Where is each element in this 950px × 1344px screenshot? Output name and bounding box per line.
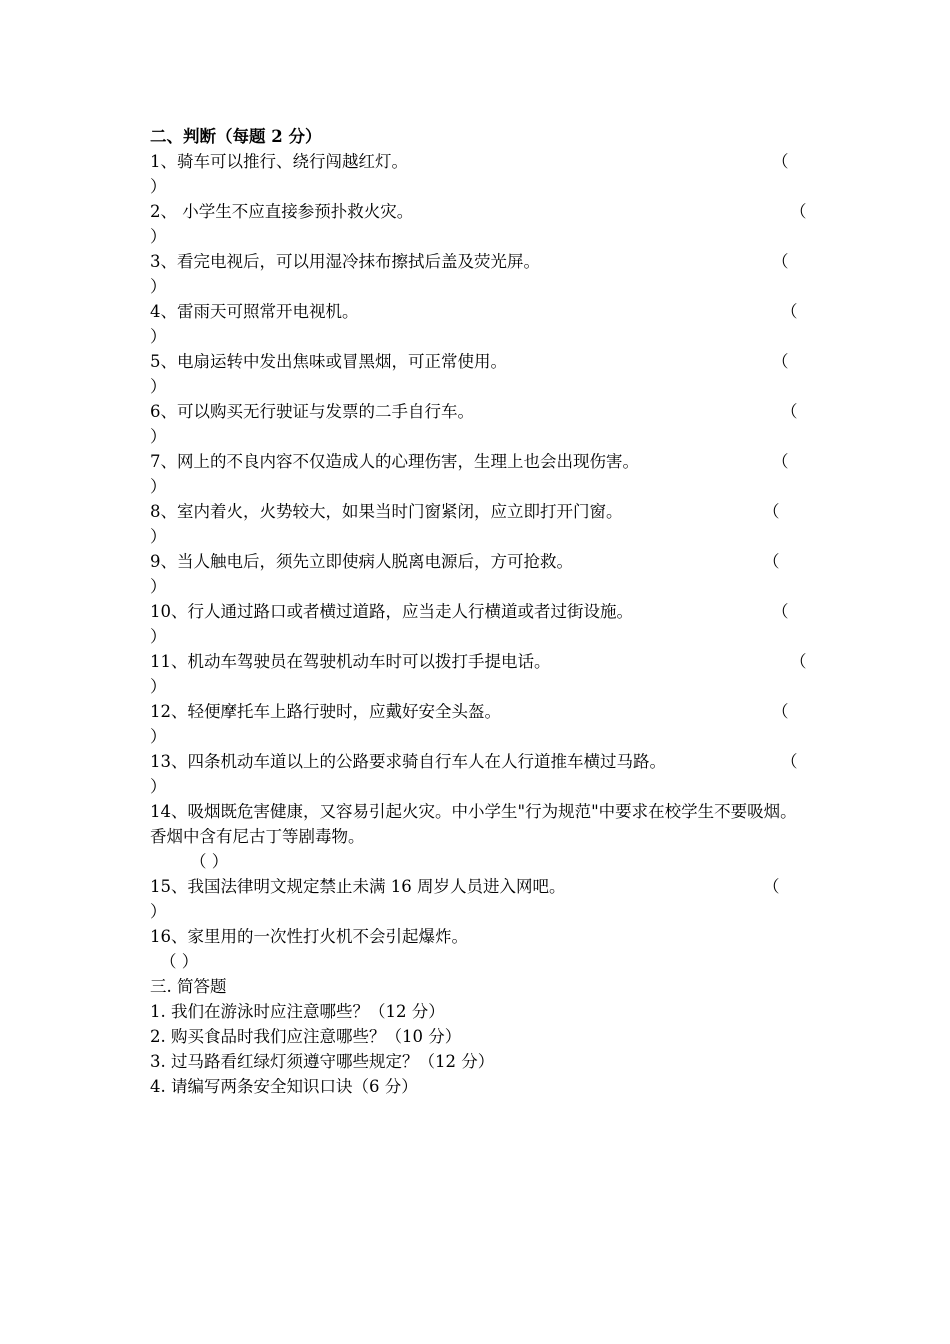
short-answer-q1: 1. 我们在游泳时应注意哪些？（12 分） — [150, 1002, 445, 1021]
answer-blank-close: ） — [150, 327, 167, 346]
answer-blank-close: ） — [150, 427, 167, 446]
answer-blank-open: （ — [763, 502, 780, 521]
answer-blank-close: ） — [150, 377, 167, 396]
section3-heading: 三. 简答题 — [150, 977, 227, 996]
tf-item-text: 6、可以购买无行驶证与发票的二手自行车。 — [150, 402, 474, 421]
tf-item-text: 2、 小学生不应直接参预扑救火灾。 — [150, 202, 414, 221]
tf-item-2 — [150, 199, 805, 224]
answer-blank-close: ） — [150, 527, 167, 546]
tf-item-1 — [150, 149, 805, 174]
tf-item-text: 13、四条机动车道以上的公路要求骑自行车人在人行道推车横过马路。 — [150, 752, 666, 771]
tf-item-text: 12、轻便摩托车上路行驶时，应戴好安全头盔。 — [150, 702, 501, 721]
answer-blank-close: ） — [150, 902, 167, 921]
tf-item-15 — [150, 874, 805, 899]
answer-blank-open: （ — [790, 202, 807, 221]
answer-blank-open: （ — [781, 402, 798, 421]
tf-item-text: 1、骑车可以推行、绕行闯越红灯。 — [150, 152, 408, 171]
short-answer-q2: 2. 购买食品时我们应注意哪些？（10 分） — [150, 1027, 462, 1046]
tf-item-text: 3、看完电视后，可以用湿冷抹布擦拭后盖及荧光屏。 — [150, 252, 540, 271]
answer-blank-open: （ — [781, 752, 798, 771]
answer-blank-close: ） — [150, 477, 167, 496]
tf-item-text: 5、电扇运转中发出焦味或冒黑烟，可正常使用。 — [150, 352, 507, 371]
answer-blank: （ ） — [190, 852, 229, 871]
tf-item-10 — [150, 599, 805, 624]
tf-item-9 — [150, 549, 805, 574]
answer-blank-close: ） — [150, 577, 167, 596]
tf-item-12 — [150, 699, 805, 724]
tf-item-3 — [150, 249, 805, 274]
tf-item-11 — [150, 649, 805, 674]
tf-item-6 — [150, 399, 805, 424]
tf-item-text: 4、雷雨天可照常开电视机。 — [150, 302, 359, 321]
exam-page — [150, 124, 805, 1099]
answer-blank-open: （ — [790, 652, 807, 671]
answer-blank-open: （ — [772, 702, 789, 721]
tf-item-text: 9、当人触电后，须先立即使病人脱离电源后，方可抢救。 — [150, 552, 573, 571]
answer-blank-close: ） — [150, 227, 167, 246]
tf-item-16: 16、家里用的一次性打火机不会引起爆炸。 — [150, 927, 468, 946]
tf-item-4 — [150, 299, 805, 324]
tf-item-text: 11、机动车驾驶员在驾驶机动车时可以拨打手提电话。 — [150, 652, 551, 671]
section2-heading: 二、判断（每题 2 分） — [150, 127, 322, 146]
answer-blank-open: （ — [772, 602, 789, 621]
tf-item-text: 15、我国法律明文规定禁止未满 16 周岁人员进入网吧。 — [150, 877, 566, 896]
answer-blank-open: （ — [772, 352, 789, 371]
tf-item-14: 14、吸烟既危害健康，又容易引起火灾。中小学生"行为规范"中要求在校学生不要吸烟。香烟中含有尼古丁等剧毒物。 — [150, 802, 797, 846]
tf-item-8 — [150, 499, 805, 524]
answer-blank-open: （ — [763, 552, 780, 571]
answer-blank-close: ） — [150, 727, 167, 746]
answer-blank-close: ） — [150, 677, 167, 696]
answer-blank-open: （ — [772, 452, 789, 471]
short-answer-q3: 3. 过马路看红绿灯须遵守哪些规定？（12 分） — [150, 1052, 495, 1071]
answer-blank-open: （ — [781, 302, 798, 321]
tf-item-5 — [150, 349, 805, 374]
answer-blank-close: ） — [150, 277, 167, 296]
answer-blank-close: ） — [150, 177, 167, 196]
answer-blank-close: ） — [150, 627, 167, 646]
tf-item-text: 10、行人通过路口或者横过道路，应当走人行横道或者过街设施。 — [150, 602, 633, 621]
answer-blank-close: ） — [150, 777, 167, 796]
answer-blank-open: （ — [772, 152, 789, 171]
tf-item-13 — [150, 749, 805, 774]
answer-blank-open: （ — [772, 252, 789, 271]
tf-item-text: 7、网上的不良内容不仅造成人的心理伤害，生理上也会出现伤害。 — [150, 452, 639, 471]
short-answer-q4: 4. 请编写两条安全知识口诀（6 分） — [150, 1077, 418, 1096]
answer-blank: （ ） — [160, 952, 199, 971]
tf-item-text: 8、室内着火，火势较大，如果当时门窗紧闭，应立即打开门窗。 — [150, 502, 623, 521]
answer-blank-open: （ — [763, 877, 780, 896]
tf-item-7 — [150, 449, 805, 474]
